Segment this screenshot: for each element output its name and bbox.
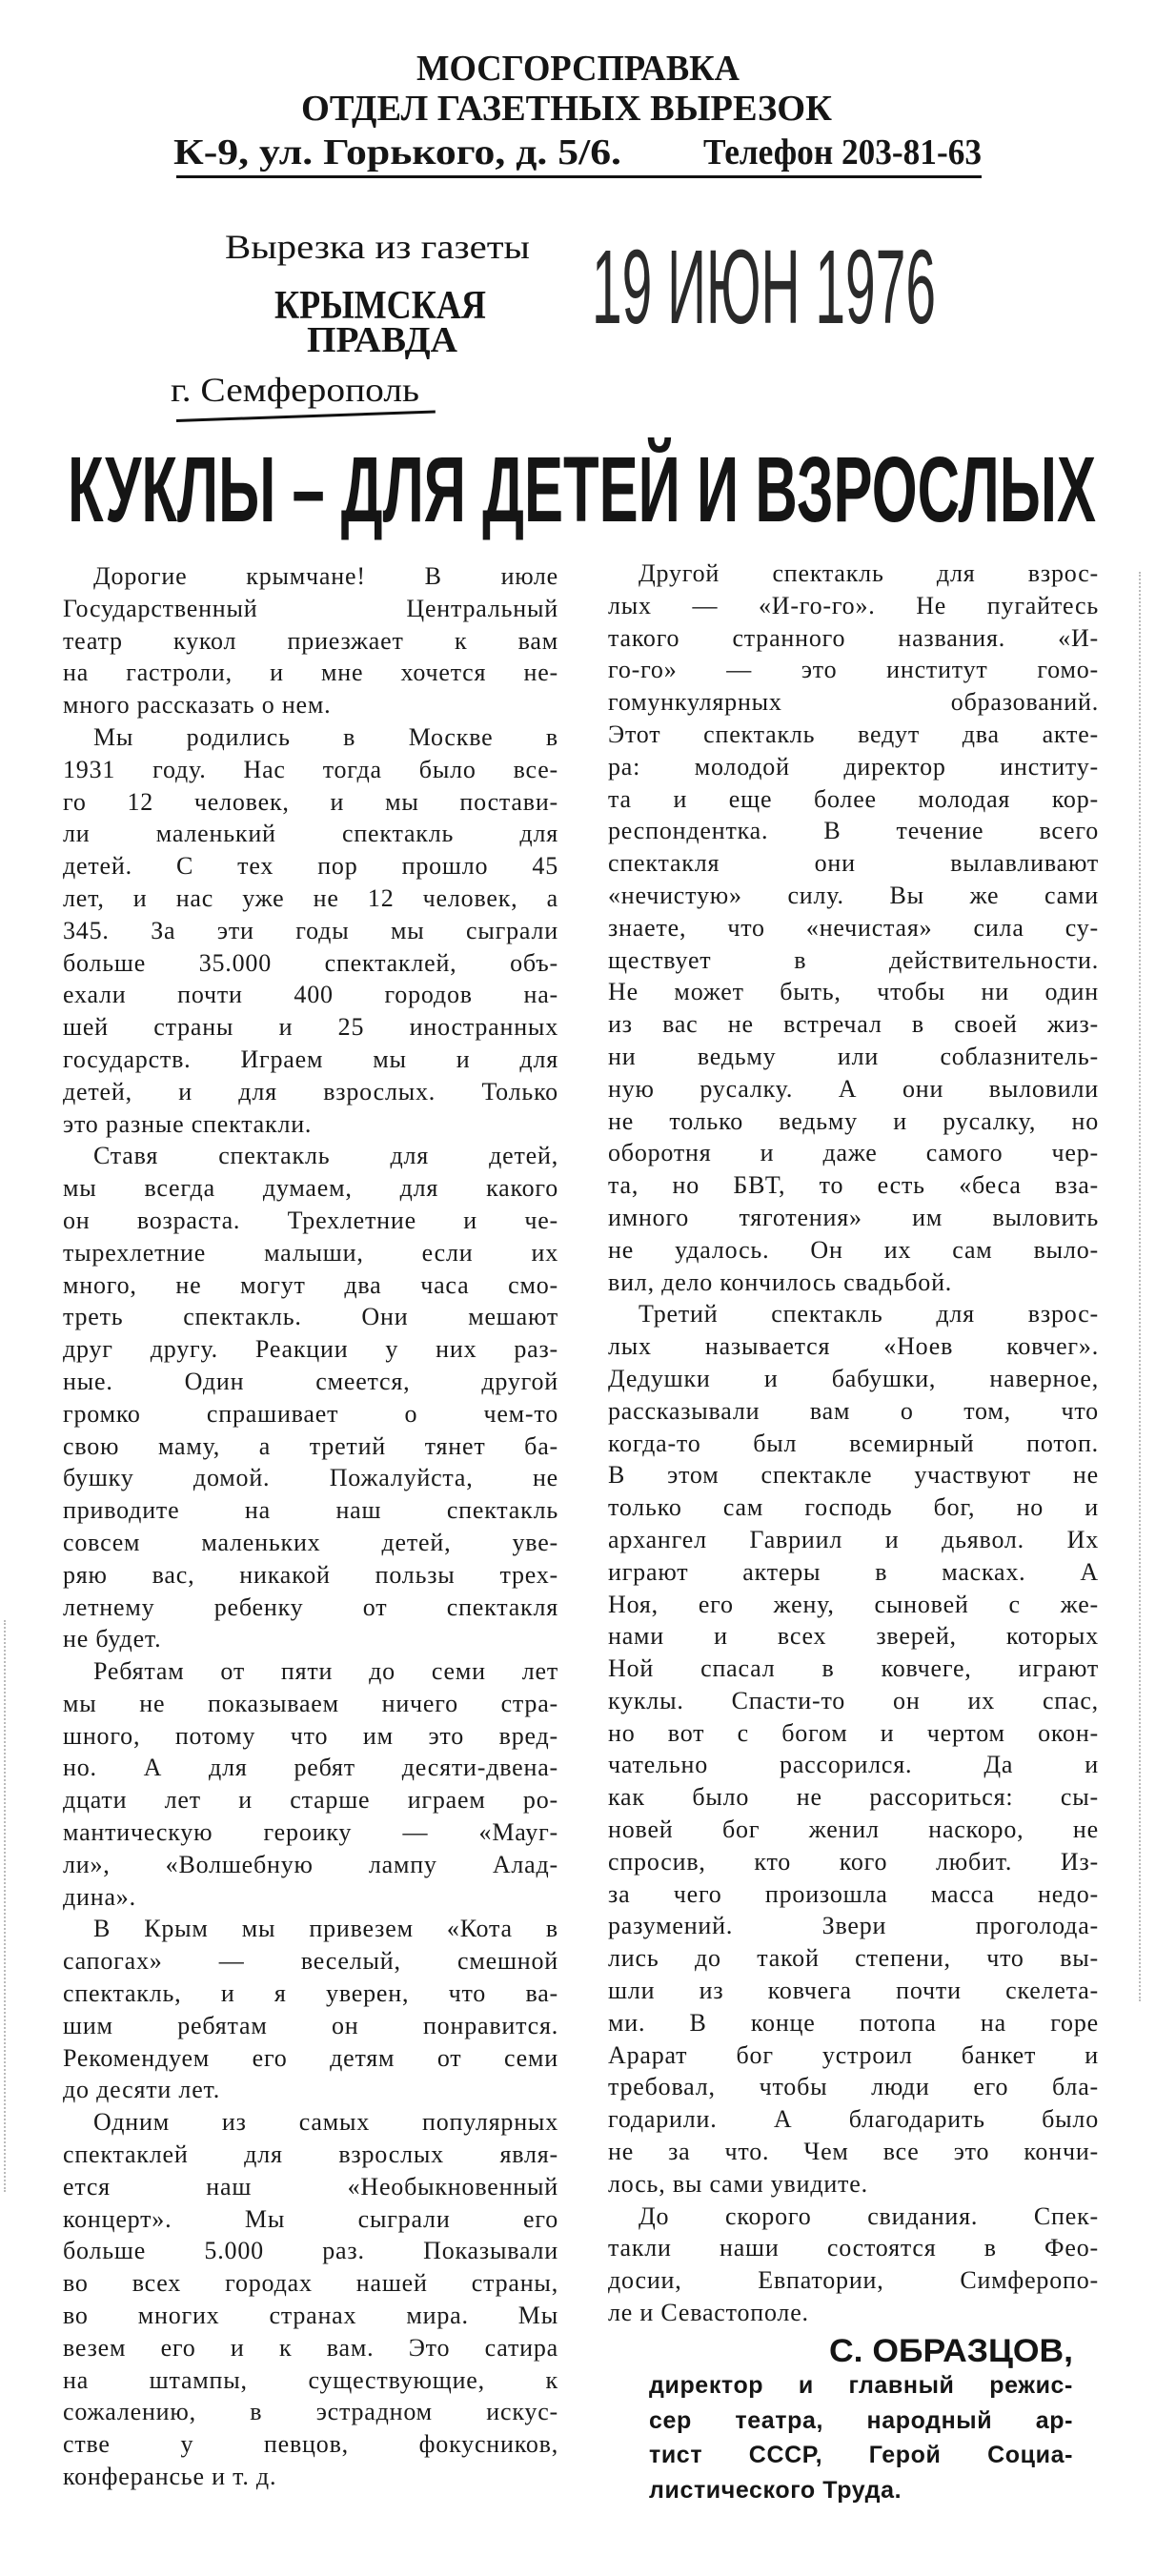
text-line: спросив, кто кого любит. Из- xyxy=(608,1847,1099,1876)
department-name: ОТДЕЛ ГАЗЕТНЫХ ВЫРЕЗОК xyxy=(301,89,832,129)
text-line: мантическую героику — «Мауг- xyxy=(63,1818,558,1847)
text-line: рассказывали вам о том, что xyxy=(608,1396,1099,1425)
text-line: спектакль, и я уверен, что ва- xyxy=(63,1979,558,2008)
text-line: Этот спектакль ведут два акте- xyxy=(608,720,1099,748)
text-line: во многих странах мира. Мы xyxy=(63,2302,558,2330)
text-line: Третий спектакль для взрос- xyxy=(639,1300,1099,1329)
text-line: но вот с богом и чертом окон- xyxy=(608,1718,1099,1747)
text-line: государств. Играем мы и для xyxy=(63,1045,558,1073)
text-line: Не может быть, чтобы ни один xyxy=(608,978,1099,1006)
text-line: тырехлетние малыши, если их xyxy=(63,1238,558,1267)
text-line: свою маму, а третий тянет ба- xyxy=(63,1431,558,1460)
text-line: не удалось. Он их сам выло- xyxy=(608,1235,1099,1264)
date-stamp: 19 ИЮН 1976 xyxy=(592,229,936,346)
author-title-line: директор и главный режис- xyxy=(649,2372,1073,2399)
text-line: больше 5.000 раз. Показывали xyxy=(63,2237,558,2265)
text-line: го-го» — это институт гомо- xyxy=(608,656,1099,684)
text-line: не будет. xyxy=(63,1625,162,1653)
text-line: играют актеры в масках. А xyxy=(608,1557,1099,1586)
text-line: ную русалку. А они выловили xyxy=(608,1074,1099,1103)
text-line: ли маленький спектакль для xyxy=(63,820,558,848)
text-line: Ставя спектакль для детей, xyxy=(93,1142,558,1170)
text-line: детей. С тех пор прошло 45 xyxy=(63,852,558,881)
text-line: приводите на наш спектакль xyxy=(63,1496,558,1525)
text-line: стве у певцов, фокусников, xyxy=(63,2430,558,2459)
text-line: ные. Один смеется, другой xyxy=(63,1367,558,1395)
phone: Телефон 203-81-63 xyxy=(703,132,982,172)
text-line: театр кукол приезжает к вам xyxy=(63,626,558,655)
text-line: ми. В конце потопа на горе xyxy=(608,2008,1099,2037)
text-line: лых — «И-го-го». Не пугайтесь xyxy=(608,591,1099,619)
text-line: много рассказать о нем. xyxy=(63,691,332,720)
text-line: годарили. А благодарить было xyxy=(608,2105,1099,2134)
text-line: Ной спасал в ковчеге, играют xyxy=(608,1654,1099,1683)
text-line: треть спектакль. Они мешают xyxy=(63,1303,558,1331)
text-line: Ноя, его жену, сыновей с же- xyxy=(608,1590,1099,1618)
author-title xyxy=(649,2368,1073,2507)
city-underline xyxy=(176,411,436,422)
text-line: ле и Севастополе. xyxy=(608,2299,809,2327)
text-line: концерт». Мы сыграли его xyxy=(63,2204,558,2233)
text-line: ется наш «Необыкновенный xyxy=(63,2172,558,2201)
text-line: Дорогие крымчане! В июле xyxy=(93,562,558,590)
text-line: спектаклей для взрослых явля- xyxy=(63,2140,558,2169)
text-line: шли из ковчега почти скелета- xyxy=(608,1977,1099,2005)
text-line: респондентка. В течение всего xyxy=(608,817,1099,845)
text-line: 1931 году. Нас тогда было все- xyxy=(63,755,558,783)
newspaper-name-line2: ПРАВДА xyxy=(307,320,457,360)
clipping-label: Вырезка из газеты xyxy=(225,228,530,266)
text-line: ществует в действительности. xyxy=(608,945,1099,974)
article-column-2 xyxy=(608,558,1099,2329)
text-line: Арарат бог устроил банкет и xyxy=(608,2040,1099,2069)
text-line: везем его и к вам. Это сатира xyxy=(63,2333,558,2362)
text-line: детей, и для взрослых. Только xyxy=(63,1077,558,1105)
text-line: друг другу. Реакции у них раз- xyxy=(63,1335,558,1364)
text-line: мы всегда думаем, для какого xyxy=(63,1174,558,1203)
text-line: До скорого свидания. Спек- xyxy=(639,2201,1099,2230)
author-name: С. ОБРАЗЦОВ, xyxy=(829,2333,1073,2369)
text-line: требовал, чтобы люди его бла- xyxy=(608,2073,1099,2101)
text-line: во всех городах нашей страны, xyxy=(63,2269,558,2298)
text-line: совсем маленьких детей, уве- xyxy=(63,1528,558,1556)
text-line: Рекомендуем его детям от семи xyxy=(63,2043,558,2072)
text-line: из вас не встречал в своей жиз- xyxy=(608,1010,1099,1039)
text-line: нами и всех зверей, которых xyxy=(608,1622,1099,1651)
text-line: Государственный Центральный xyxy=(63,594,558,622)
text-line: разумений. Звери проголода- xyxy=(608,1912,1099,1940)
text-line: сапогах» — веселый, смешной xyxy=(63,1947,558,1976)
text-line: «нечистую» силу. Вы же сами xyxy=(608,881,1099,909)
text-line: больше 35.000 спектаклей, объ- xyxy=(63,948,558,977)
text-line: конферансье и т. д. xyxy=(63,2463,277,2491)
text-line: летнему ребенку от спектакля xyxy=(63,1592,558,1621)
text-line: ряю вас, никакой пользы трех- xyxy=(63,1560,558,1589)
article-column-1 xyxy=(63,560,558,2493)
author-title-line: тист СССР, Герой Социа- xyxy=(649,2442,1073,2469)
text-line: В Крым мы привезем «Кота в xyxy=(93,1915,558,1943)
text-line: не только ведьму и русалку, но xyxy=(608,1106,1099,1135)
text-line: дцати лет и старше играем ро- xyxy=(63,1786,558,1815)
header-rule xyxy=(176,175,982,178)
text-line: как было не рассориться: сы- xyxy=(608,1783,1099,1812)
text-line: лых называется «Ноев ковчег». xyxy=(608,1332,1099,1361)
text-line: чательно рассорился. Да и xyxy=(608,1751,1099,1779)
text-line: только сам господь бог, но и xyxy=(608,1493,1099,1522)
text-line: на гастроли, и мне хочется не- xyxy=(63,659,558,687)
text-line: мы не показываем ничего стра- xyxy=(63,1689,558,1717)
author-title-line: листического Труда. xyxy=(649,2476,902,2504)
text-line: ехали почти 400 городов на- xyxy=(63,981,558,1009)
text-line: шного, потому что им это вред- xyxy=(63,1721,558,1750)
text-line: вил, дело кончилось свадьбой. xyxy=(608,1268,953,1296)
text-line: это разные спектакли. xyxy=(63,1109,313,1138)
text-line: Одним из самых популярных xyxy=(93,2108,558,2137)
org-name: МОСГОРСПРАВКА xyxy=(416,49,740,89)
text-line: оборотня и даже самого чер- xyxy=(608,1139,1099,1167)
text-line: сожалению, в эстрадном искус- xyxy=(63,2398,558,2426)
text-line: имного тяготения» им выловить xyxy=(608,1203,1099,1231)
text-line: много, не могут два часа смо- xyxy=(63,1270,558,1299)
text-line: на штампы, существующие, к xyxy=(63,2365,558,2394)
text-line: го 12 человек, и мы постави- xyxy=(63,787,558,816)
text-line: Дедушки и бабушки, наверное, xyxy=(608,1364,1099,1392)
scan-edge-marks xyxy=(4,1620,6,2192)
text-line: за чего произошла масса недо- xyxy=(608,1879,1099,1908)
headline: КУКЛЫ – ДЛЯ ДЕТЕЙ И ВЗРОСЛЫХ xyxy=(68,437,1096,541)
text-line: спектакля они вылавливают xyxy=(608,849,1099,878)
text-line: досии, Евпатории, Симферопо- xyxy=(608,2266,1099,2295)
text-line: архангел Гавриил и дьявол. Их xyxy=(608,1525,1099,1553)
text-line: ни ведьму или соблазнитель- xyxy=(608,1042,1099,1070)
text-line: ра: молодой директор институ- xyxy=(608,752,1099,781)
scan-edge-marks xyxy=(1139,572,1141,2001)
text-line: когда-то был всемирный потоп. xyxy=(608,1429,1099,1457)
text-line: бушку домой. Пожалуйста, не xyxy=(63,1464,558,1492)
city: г. Семферополь xyxy=(171,371,419,409)
text-line: В этом спектакле участвуют не xyxy=(608,1461,1099,1490)
text-line: знаете, что «нечистая» сила су- xyxy=(608,913,1099,942)
text-line: Ребятам от пяти до семи лет xyxy=(93,1657,558,1686)
text-line: куклы. Спасти-то он их спас, xyxy=(608,1686,1099,1714)
text-line: Мы родились в Москве в xyxy=(93,722,558,751)
author-title-line: сер театра, народный ар- xyxy=(649,2406,1073,2434)
text-line: он возраста. Трехлетние и че- xyxy=(63,1206,558,1234)
text-line: до десяти лет. xyxy=(63,2076,221,2104)
text-line: такого странного названия. «И- xyxy=(608,623,1099,652)
text-line: 345. За эти годы мы сыграли xyxy=(63,916,558,944)
text-line: дина». xyxy=(63,1882,136,1911)
address: К-9, ул. Горького, д. 5/6. xyxy=(173,132,621,172)
newspaper-name-line1: КРЫМСКАЯ xyxy=(274,284,486,328)
text-line: не за что. Чем все это кончи- xyxy=(608,2138,1099,2166)
text-line: ли», «Волшебную лампу Алад- xyxy=(63,1850,558,1878)
text-line: гомункулярных образований. xyxy=(608,688,1099,717)
text-line: Другой спектакль для взрос- xyxy=(639,559,1099,587)
text-line: новей бог женил наскоро, не xyxy=(608,1815,1099,1844)
text-line: шей страны и 25 иностранных xyxy=(63,1013,558,1042)
text-line: шим ребятам он понравится. xyxy=(63,2011,558,2039)
text-line: лет, и нас уже не 12 человек, а xyxy=(63,883,558,912)
text-line: та и еще более молодая кор- xyxy=(608,784,1099,813)
text-line: громко спрашивает о чем-то xyxy=(63,1399,558,1428)
text-line: лись до такой степени, что вы- xyxy=(608,1944,1099,1973)
text-line: та, но БВТ, то есть «беса вза- xyxy=(608,1171,1099,1200)
text-line: но. А для ребят десяти-двена- xyxy=(63,1754,558,1782)
text-line: такли наши состоятся в Фео- xyxy=(608,2234,1099,2262)
text-line: лось, вы сами увидите. xyxy=(608,2169,868,2198)
